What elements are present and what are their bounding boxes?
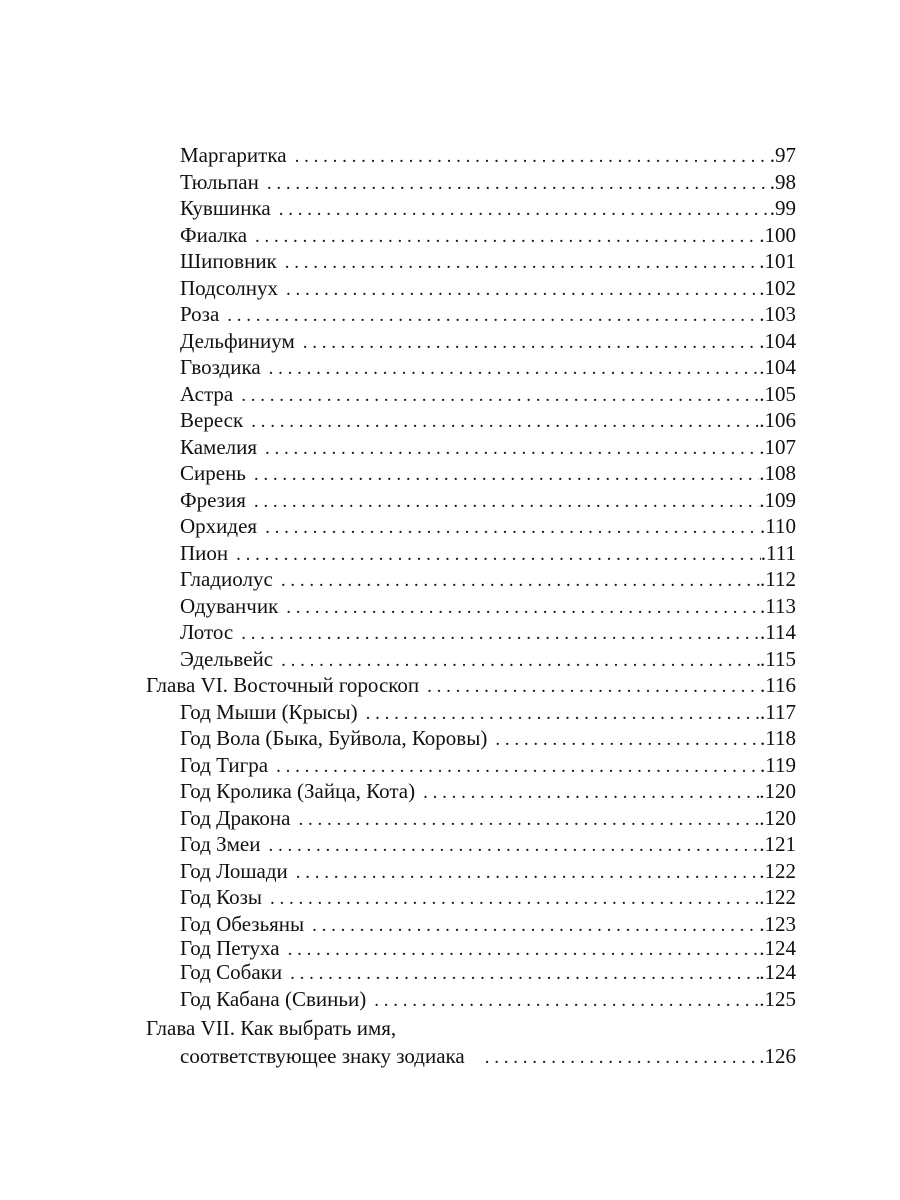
dot-leader (298, 807, 759, 834)
toc-entry-page: .118 (760, 726, 796, 750)
toc-entry (146, 831, 796, 858)
toc-entry-page: .123 (759, 911, 796, 936)
toc-entry-title: Шиповник (180, 249, 277, 273)
toc-entry (146, 752, 796, 779)
toc-entry-title: Сирень (180, 461, 246, 485)
dot-leader (265, 515, 760, 542)
toc-entry-page: .108 (759, 461, 796, 485)
toc-entry-page: .124 (759, 959, 796, 984)
toc-entry-page: .105 (759, 381, 796, 406)
dot-leader (265, 436, 759, 463)
dot-leader (254, 462, 759, 489)
toc-entry (146, 725, 796, 752)
toc-entry-title: Вереск (180, 408, 244, 432)
toc-entry-title: Астра (180, 381, 234, 406)
toc-entry (146, 407, 796, 434)
toc-entry-page: .115 (760, 646, 796, 671)
toc-entry (146, 301, 796, 328)
dot-leader (269, 833, 760, 860)
toc-entry-title: Год Козы (180, 885, 262, 909)
toc-entry-page: .106 (759, 408, 796, 432)
toc-entry-page: .120 (759, 779, 796, 803)
dot-leader (286, 277, 759, 304)
toc-chapter-title: Глава VII. Как выбрать имя, (146, 1016, 397, 1040)
toc-entry-title: Год Обезьяны (180, 911, 305, 936)
toc-entry (146, 858, 796, 885)
toc-entry-page: .109 (759, 487, 796, 512)
dot-leader (312, 913, 759, 940)
toc-entry (146, 884, 796, 911)
toc-entry-page: .122 (759, 885, 796, 909)
toc-entry-page: .102 (759, 275, 796, 300)
toc-entry (146, 984, 796, 1014)
dot-leader (290, 962, 759, 986)
toc-entry-page: .114 (760, 620, 796, 644)
toc-entry-page: .111 (760, 540, 796, 565)
toc-entry-page: .98 (769, 169, 796, 194)
dot-leader (286, 595, 760, 622)
dot-leader (254, 489, 759, 516)
toc-entry-page: .100 (759, 222, 796, 247)
toc-entry-title: Фиалка (180, 222, 248, 247)
dot-leader (269, 356, 760, 383)
toc-entry (146, 248, 796, 275)
dot-leader (267, 171, 770, 198)
toc-entry (146, 961, 796, 985)
toc-entry (146, 142, 796, 169)
dot-leader (495, 727, 760, 754)
dot-leader (374, 986, 759, 1016)
toc-entry-page: .119 (760, 752, 796, 777)
toc-entry-page: .122 (759, 858, 796, 883)
toc-entry (146, 540, 796, 567)
toc-entry-title: Год Дракона (180, 805, 291, 830)
toc-entry-page: .101 (759, 249, 796, 273)
dot-leader (279, 197, 770, 224)
toc-entry-page: .125 (759, 987, 796, 1011)
toc-entry (146, 646, 796, 673)
dot-leader (281, 648, 760, 675)
toc-entry-title: Гладиолус (180, 567, 273, 591)
toc-entry-title: Лотос (180, 620, 234, 644)
toc-entry-title: Орхидея (180, 514, 258, 538)
toc-entry-title: Роза (180, 302, 220, 326)
toc-entry-title: Год Кролика (Зайца, Кота) (180, 779, 416, 803)
toc-entry-title: Фрезия (180, 487, 246, 512)
dot-leader (285, 250, 759, 277)
table-of-contents (146, 142, 796, 1070)
dot-leader (295, 144, 770, 171)
toc-entry-page: .113 (760, 593, 796, 618)
dot-leader (241, 621, 760, 648)
toc-entry-page: .120 (759, 805, 796, 830)
toc-entry-title: Эдельвейс (180, 646, 274, 671)
toc-entry-page: .99 (769, 196, 796, 220)
dot-leader (227, 303, 759, 330)
toc-entry (146, 275, 796, 302)
toc-entry-page: .126 (759, 1044, 796, 1068)
dot-leader (288, 938, 760, 962)
toc-entry (146, 195, 796, 222)
toc-entry-title: Кувшинка (180, 196, 271, 220)
dot-leader (281, 568, 760, 595)
dot-leader (255, 224, 759, 251)
dot-leader (485, 1045, 760, 1072)
toc-entry-title: Одуванчик (180, 593, 279, 618)
toc-entry (146, 937, 796, 961)
toc-entry-title: Год Собаки (180, 959, 283, 984)
toc-entry (146, 593, 796, 620)
toc-entry-title: Год Вола (Быка, Буйвола, Коровы) (180, 726, 488, 750)
toc-chapter-subtitle: соответствующее знаку зодиака (180, 1044, 465, 1068)
dot-leader (236, 542, 761, 569)
toc-entry-page: .104 (759, 328, 796, 353)
toc-entry-title: Год Тигра (180, 752, 269, 777)
dot-leader (251, 409, 759, 436)
toc-entry-title: Год Змеи (180, 832, 261, 856)
toc-entry (146, 805, 796, 832)
toc-entry-title: Камелия (180, 434, 258, 459)
toc-entry (146, 487, 796, 514)
toc-entry (146, 699, 796, 726)
toc-entry (146, 381, 796, 408)
toc-entry-page: .112 (760, 567, 796, 591)
toc-entry (146, 354, 796, 381)
toc-chapter-7-line2 (146, 1043, 796, 1070)
toc-entry-page: .103 (759, 302, 796, 326)
toc-chapter-title: Глава VI. Восточный гороскоп (146, 673, 420, 697)
toc-entry (146, 460, 796, 487)
toc-entry (146, 911, 796, 938)
toc-entry-title: Год Петуха (180, 936, 280, 960)
toc-entry (146, 513, 796, 540)
toc-entry (146, 328, 796, 355)
toc-entry-page: .117 (760, 699, 796, 724)
toc-entry (146, 619, 796, 646)
toc-entry-page: .110 (760, 514, 796, 538)
dot-leader (296, 860, 759, 887)
toc-entry-title: Год Лошади (180, 858, 288, 883)
dot-leader (366, 701, 760, 728)
toc-entry (146, 778, 796, 805)
toc-entry-page: .121 (759, 832, 796, 856)
dot-leader (276, 754, 760, 781)
toc-entry-title: Год Кабана (Свиньи) (180, 987, 367, 1011)
toc-chapter-6 (146, 672, 796, 699)
toc-chapter-7-line1 (146, 1014, 796, 1043)
dot-leader (423, 780, 759, 807)
toc-entry-title: Маргаритка (180, 143, 287, 167)
toc-entry-title: Пион (180, 540, 229, 565)
toc-entry-page: .116 (760, 673, 796, 697)
toc-entry-title: Подсолнух (180, 275, 279, 300)
toc-entry-title: Дельфиниум (180, 328, 295, 353)
toc-entry-title: Год Мыши (Крысы) (180, 699, 358, 724)
dot-leader (270, 886, 759, 913)
toc-entry (146, 566, 796, 593)
toc-entry-page: .107 (759, 434, 796, 459)
toc-entry-page: .124 (759, 936, 796, 960)
toc-entry-title: Гвоздика (180, 355, 261, 379)
dot-leader (241, 383, 759, 410)
toc-entry-page: .97 (769, 143, 796, 167)
toc-entry-title: Тюльпан (180, 169, 259, 194)
dot-leader (427, 674, 760, 701)
toc-entry (146, 434, 796, 461)
toc-entry-page: .104 (759, 355, 796, 379)
dot-leader (303, 330, 759, 357)
toc-entry (146, 222, 796, 249)
toc-entry (146, 169, 796, 196)
